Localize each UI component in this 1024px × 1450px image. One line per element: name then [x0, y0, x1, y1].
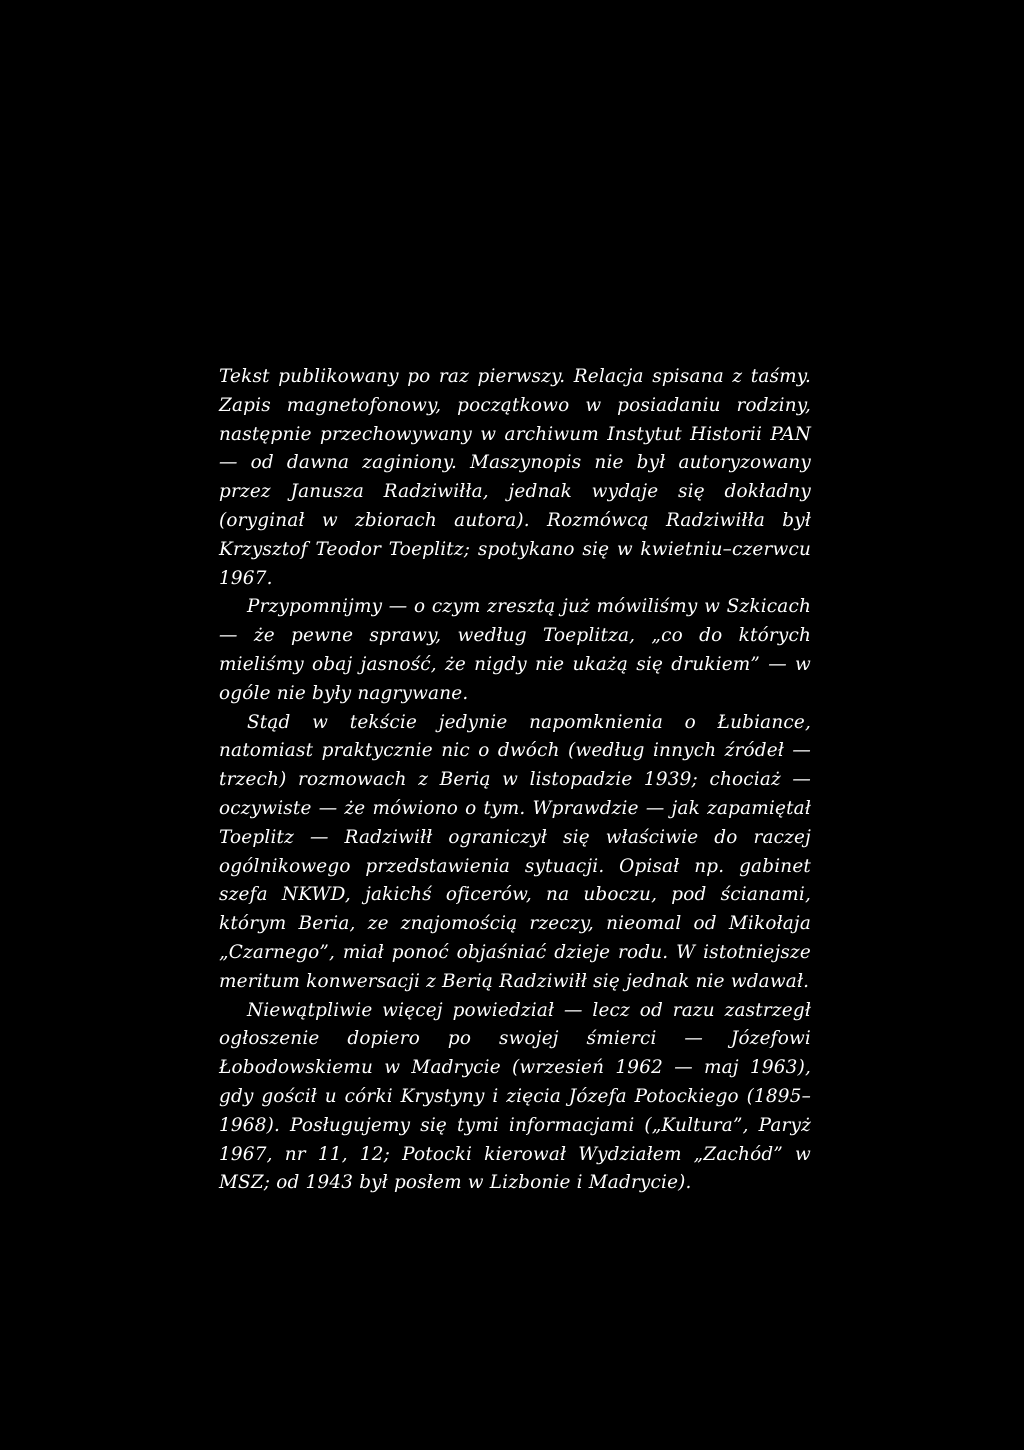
paragraph-lobodowski-note: Niewątpliwie więcej powiedział — lecz od razu zastrzegł ogłoszenie dopiero po swojej śmierci — Józefowi Łobodowskiemu w Madrycie (wrzesień 1962 — maj 1963), gdy gościł u córki Krystyny i zięcia Józefa Potockiego (1895–1968). Posługujemy się tymi informacjami („Kultura”, Paryż 1967, nr 11, 12; Potocki kierował Wydziałem „Zachód” w MSZ; od 1943 był posłem w Lizbonie i Madrycie).	[219, 999, 811, 1194]
paragraph-source-note: Tekst publikowany po raz pierwszy. Relacja spisana z taśmy. Zapis magnetofonowy, początkowo w posiadaniu rodziny, następnie przechowywany w archiwum Instytut Historii PAN — od dawna zaginiony. Maszynopis nie był autoryzowany przez Janusza Radziwiłła, jednak wydaje się dokładny (oryginał w zbiorach autora). Rozmówcą Radziwiłła był Krzysztof Teodor Toeplitz; spotykano się w kwietniu–czerwcu 1967.	[219, 366, 811, 589]
body-text	[219, 363, 811, 1198]
paragraph-beria-note: Stąd w tekście jedynie napomknienia o Łubiance, natomiast praktycznie nic o dwóch (według innych źródeł — trzech) rozmowach z Berią w listopadzie 1939; chociaż — oczywiste — że mówiono o tym. Wprawdzie — jak zapamiętał Toeplitz — Radziwiłł ograniczył się właściwie do raczej ogólnikowego przedstawienia sytuacji. Opisał np. gabinet szefa NKWD, jakichś oficerów, na uboczu, pod ścianami, którym Beria, ze znajomością rzeczy, nieomal od Mikołaja „Czarnego”, miał ponoć objaśniać dzieje rodu. W istotniejsze meritum konwersacji z Berią Radziwiłł się jednak nie wdawał.	[219, 711, 811, 992]
paragraph-recording-note: Przypomnijmy — o czym zresztą już mówiliśmy w Szkicach — że pewne sprawy, według Toeplitza, „co do których mieliśmy obaj jasność, że nigdy nie ukażą się drukiem” — w ogóle nie były nagrywane.	[219, 596, 811, 704]
